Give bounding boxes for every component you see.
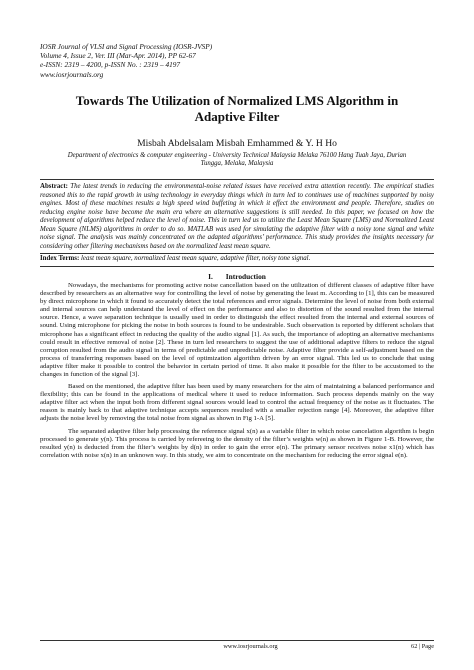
abstract [40, 179, 434, 254]
abstract-label: Abstract: [40, 183, 68, 190]
footer-url[interactable]: www.iosrjournals.org [223, 643, 278, 650]
journal-volume: Volume 4, Issue 2, Ver. III (Mar-Apr. 2014), PP 62-67 [40, 51, 196, 61]
section-heading-introduction [40, 272, 434, 281]
paragraph: Nowadays, the mechanisms for promoting active noise cancellation based on the utilization of different classes of adaptive filter have described by researchers as an alternative way for controlling the level of noise by generating the least m. According to [1], this can be measured by direct microphone in which it found to accurately detect the total references and error signals. Determine the level of noise from both external and internal sources can help understand the level of effect on the performance and also to distortion of the sound resulted from the internal source. Hence, a wave separation technique is usually used in order to distinguish the effect resulted from the internal and external sources of sound. Using microphone for picking the noise in both sources is found to be undesirable. Such observation is reported by different scholars that microphone has a significant effect in reducing the quality of the audio signal [1]. As such, the importance of adopting an alternative mechanisms could result in effective removal of noise [2]. These in turn led researchers to suggest the use of additional adaptive filters to reduce the signal corruption resulted from the audio signal in terms of predictable and unpredictable noise. Adaptive filter provide a self-adjustment based on the process of transferring responses based on the level of optimization algorithm driven by an error signal. This led us to conclude that using adaptive filter make it possible to control the behavior in certain period of time. It also make it possible for the filter to be accustomed to the changes in function of the signal [3]. [40, 281, 434, 378]
index-terms-text: least mean square, normalized least mean square, adaptive filter, noisy tone signal. [79, 255, 311, 263]
journal-issn: e-ISSN: 2319 – 4200, p-ISSN No. : 2319 – 4197 [40, 60, 181, 70]
paragraph: Based on the mentioned, the adaptive filter has been used by many researchers for the aim of maintaining a balanced performance and flexibility; this can be found in the applications of medical where it used to reduce information. Such process depends mainly on the way adaptive filter act when the input both from different signal sources would lead to control the actual frequency of the noise as it fluctuates. The reason is mainly back to that adaptive technique accepts sequences resulted with a smaller rejection range [4]. Moreover, the adaptive filter adjusts the noise level by removing the total noise from signal as shown in Fig 1-A [5]. [40, 383, 434, 423]
introduction-body [40, 282, 434, 460]
page-number: 62 | Page [411, 643, 434, 650]
paper-authors: Misbah Abdelsalam Misbah Emhammed & Y. H Ho [137, 137, 337, 149]
journal-header [40, 42, 434, 79]
paper-title: Towards The Utilization of Normalized LMS Algorithm in Adaptive Filter [75, 92, 399, 124]
index-terms-label: Index Terms: [40, 255, 80, 263]
section-title: Introduction [225, 271, 266, 281]
paragraph: The separated adaptive filter help processing the reference signal x(n) as a variable filter in which noise cancelation algorithm is begin processed to generate y(n). This process is carried by refereeing to the density of the filter’s weights w(n) as shown in Figure 1-B. However, the resulted y(n) is deducted from the filter’s weights by d(n) in order to gain the error e(n). The primary sensor receives noise x1(n) which has correlation with noise x(n) in an unknown way. In this study, we aim to concentrate on the mechanism for reducing the error signal e(n). [40, 427, 434, 459]
author-affiliation: Department of electronics & computer engineering - University Technical Malaysia Melaka 76100 Hang Tuah Jaya, Durian Tungga, Melaka, Malaysia [67, 151, 407, 168]
section-number: I. [208, 271, 213, 281]
index-terms [40, 255, 434, 267]
abstract-text: The latest trends in reducing the environmental-noise related issues have received extra attention recently. The empirical studies reasoned this to the rapid growth in using technology in everyday things which in turn led to continues use of machines supported by noisy engines. Most of these machines results a high speed wind buffeting in which it effect the environment and people. Therefore, studies on reducing engine noise have become the main era where an alternative suggestions is still needed. In this paper, we focused on how the development of algorithms helped reduce the level of noise. This in turn led us to utilize the Least Mean Square (LMS) and Normalized Least Mean Square (NLMS) algorithms in order to do so. MATLAB was used for simulating the adaptive filter with a noisy tone signal and white noise signal. The analysis was mainly concentrated on the adapted algorithms’ performance. This study provides the insights necessary for considering other filtering mechanisms based on the normalized least mean square. [40, 183, 434, 250]
journal-website[interactable]: www.iosrjournals.org [40, 69, 104, 79]
page-footer [40, 640, 434, 650]
journal-name: IOSR Journal of VLSI and Signal Processing (IOSR-JVSP) [40, 42, 213, 51]
